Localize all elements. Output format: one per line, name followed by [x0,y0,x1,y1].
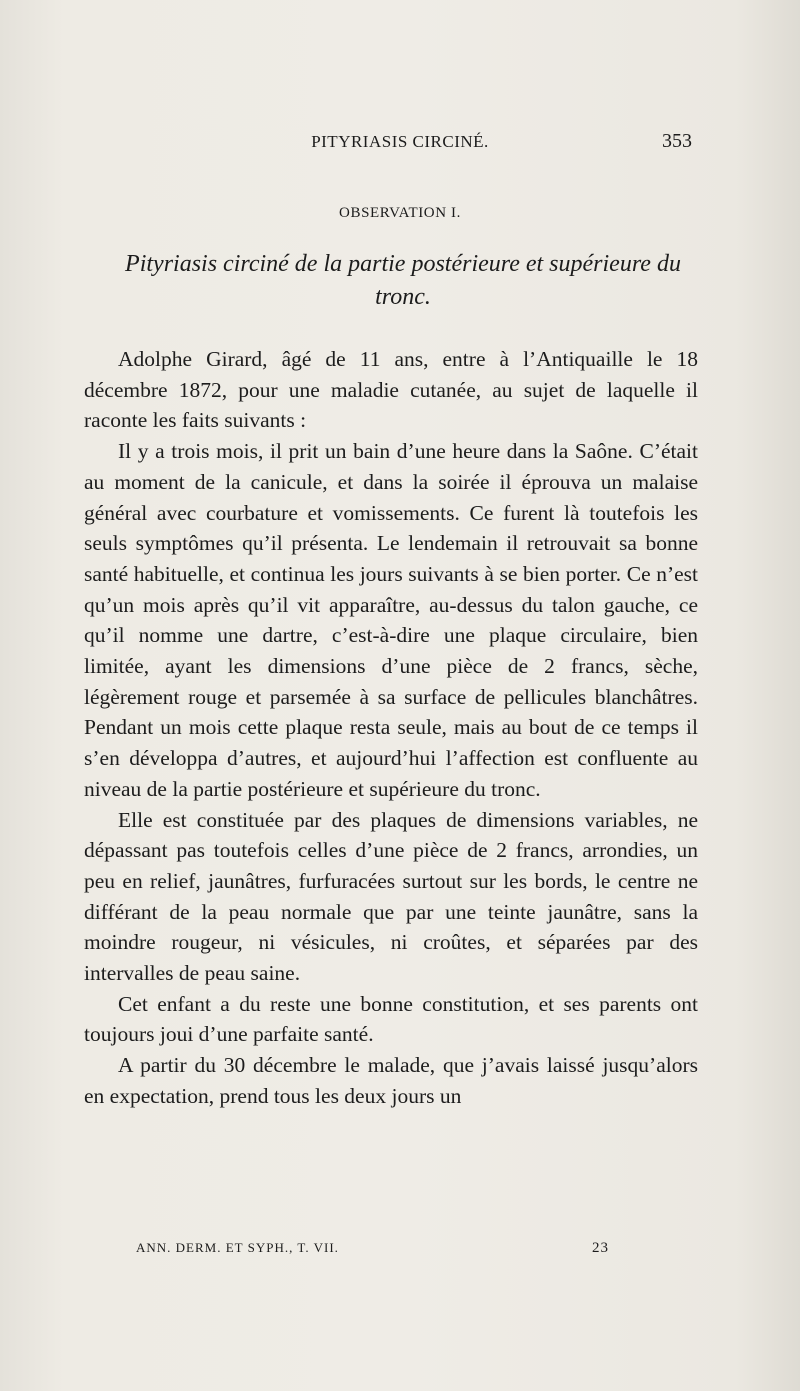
case-title: Pityriasis circiné de la partie postérieure et supérieure du tronc. [125,251,681,310]
paragraph: Cet enfant a du reste une bonne constitution, et ses parents ont toujours joui d’une parfaite santé. [84,991,698,1047]
running-title: PITYRIASIS CIRCINÉ. [311,132,489,151]
paragraph: A partir du 30 décembre le malade, que j’avais laissé jusqu’alors en expectation, prend tous les deux jours un [84,1053,698,1108]
running-head [0,132,800,156]
observation-heading: OBSERVATION I. [339,205,461,221]
paragraph: Elle est constituée par des plaques de dimensions variables, ne dépassant pas toutefois celles d’une pièce de 2 francs, arrondies, un peu en relief, jaunâtres, furfuracées surtout sur les bords, le centre ne différant de la peau normale que par une teinte jaunâtre, sans la moindre rougeur, ni vésicules, ni croûtes, et séparées par des intervalles de peau saine. [84,807,698,986]
sheet-number: 23 [592,1240,609,1256]
page-number: 353 [662,130,692,152]
footer-signature: ANN. DERM. ET SYPH., T. VII. [136,1240,339,1255]
paragraph: Adolphe Girard, âgé de 11 ans, entre à l’Antiquaille le 18 décembre 1872, pour une maladie cutanée, au sujet de laquelle il raconte les faits suivants : [84,347,698,433]
page-footer [0,1240,800,1260]
body-text [84,344,698,1112]
paragraph: Il y a trois mois, il prit un bain d’une heure dans la Saône. C’était au moment de la canicule, et dans la soirée il éprouva un malaise général avec courbature et vomissements. Ce furent là toutefois les seuls symptômes qu’il présenta. Le lendemain il retrouvait sa bonne santé habituelle, et continua les jours suivants à se bien porter. Ce n’est qu’un mois après qu’il vit apparaître, au-dessus du talon gauche, ce qu’il nomme une dartre, c’est-à-dire une plaque circulaire, bien limitée, ayant les dimensions d’une pièce de 2 francs, sèche, légèrement rouge et parsemée à sa surface de pellicules blanchâtres. Pendant un mois cette plaque resta seule, mais au bout de ce temps il s’en développa d’autres, et aujourd’hui l’affection est confluente au niveau de la partie postérieure et supérieure du tronc. [84,439,698,801]
